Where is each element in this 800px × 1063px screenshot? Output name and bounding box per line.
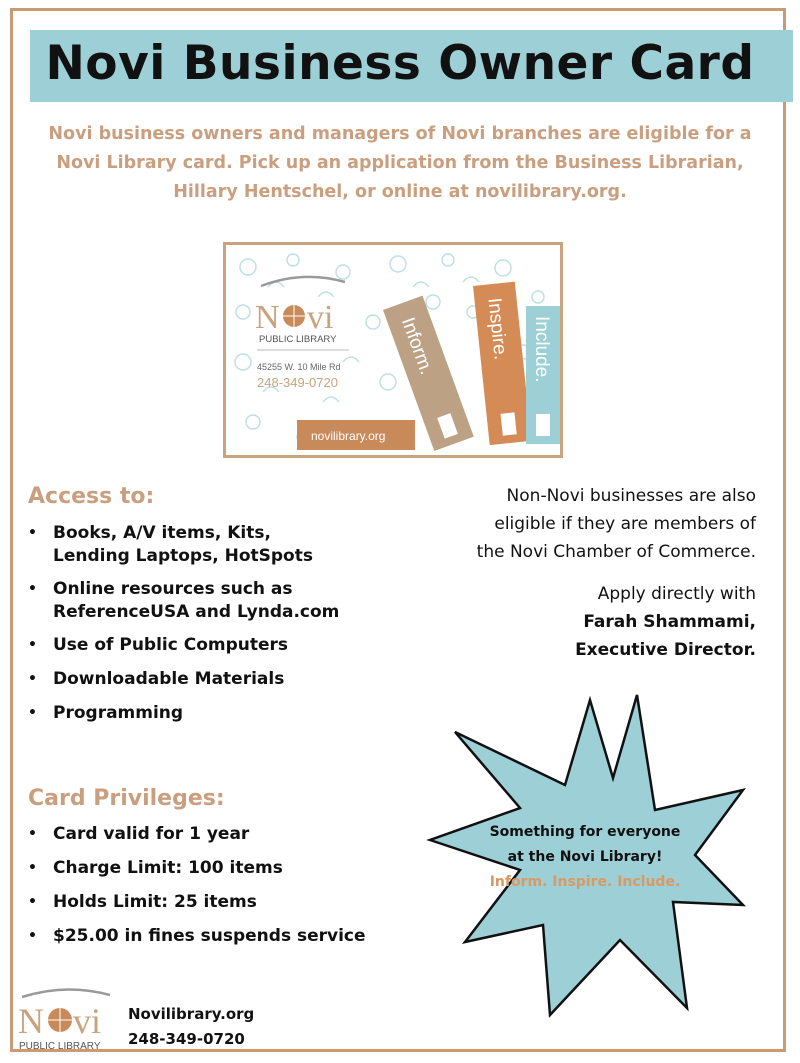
- list-item: • Books, A/V items, Kits, Lending Laptops, HotSpots: [28, 522, 339, 568]
- non-novi-line: the Novi Chamber of Commerce.: [476, 542, 756, 562]
- starburst-tagline: Inform. Inspire. Include.: [489, 874, 681, 890]
- footer-logo: [16, 983, 116, 1053]
- list-item: • Use of Public Computers: [28, 634, 339, 657]
- list-item: • Online resources such as ReferenceUSA and Lynda.com: [28, 578, 339, 624]
- contact-title: Executive Director.: [575, 640, 756, 660]
- book-inform-label: Inform.: [396, 314, 437, 378]
- footer-library-name: PUBLIC LIBRARY: [19, 1041, 101, 1052]
- footer-logo-n: N: [18, 1001, 44, 1041]
- footer-contact: [128, 1002, 254, 1052]
- non-novi-note: [477, 482, 756, 566]
- book-include: [526, 306, 560, 444]
- intro-line: Novi Library card. Pick up an application from the Business Librarian,: [56, 153, 744, 173]
- library-card-image: [223, 242, 563, 458]
- card-library-name: PUBLIC LIBRARY: [259, 334, 337, 345]
- page-title: Novi Business Owner Card: [45, 36, 755, 91]
- apply-note: [575, 580, 756, 664]
- list-item: • Programming: [28, 702, 339, 725]
- starburst-line: at the Novi Library!: [507, 849, 663, 865]
- card-phone: 248-349-0720: [257, 375, 338, 390]
- intro-line: Hillary Hentschel, or online at novilibrary.org.: [173, 182, 627, 202]
- book-inspire-label: Inspire.: [483, 296, 511, 361]
- card-logo-n: N: [255, 299, 280, 336]
- list-item: • Holds Limit: 25 items: [28, 891, 366, 914]
- card-logo-vi: vi: [307, 299, 334, 336]
- contact-name: Farah Shammami,: [583, 612, 756, 632]
- list-item: • $25.00 in fines suspends service: [28, 925, 366, 948]
- access-list: [28, 522, 339, 725]
- non-novi-line: Non-Novi businesses are also: [506, 486, 756, 506]
- privileges-list: [28, 823, 366, 948]
- intro-line: Novi business owners and managers of Novi branches are eligible for a: [48, 124, 752, 144]
- footer-logo-vi: vi: [73, 1001, 102, 1041]
- book-include-label: Include.: [531, 316, 552, 383]
- intro-paragraph: [40, 120, 760, 207]
- starburst-line: Something for everyone: [489, 824, 681, 840]
- card-address: 45255 W. 10 Mile Rd: [257, 362, 341, 372]
- card-url: novilibrary.org: [311, 429, 386, 443]
- footer-phone: 248-349-0720: [128, 1030, 245, 1048]
- footer-website: Novilibrary.org: [128, 1005, 255, 1023]
- privileges-heading: Card Privileges:: [28, 786, 225, 811]
- access-heading: Access to:: [28, 484, 155, 509]
- list-item: • Downloadable Materials: [28, 668, 339, 691]
- list-item: • Card valid for 1 year: [28, 823, 366, 846]
- starburst-text: [430, 820, 740, 895]
- list-item: • Charge Limit: 100 items: [28, 857, 366, 880]
- non-novi-line: eligible if they are members of: [494, 514, 756, 534]
- apply-line: Apply directly with: [597, 584, 756, 604]
